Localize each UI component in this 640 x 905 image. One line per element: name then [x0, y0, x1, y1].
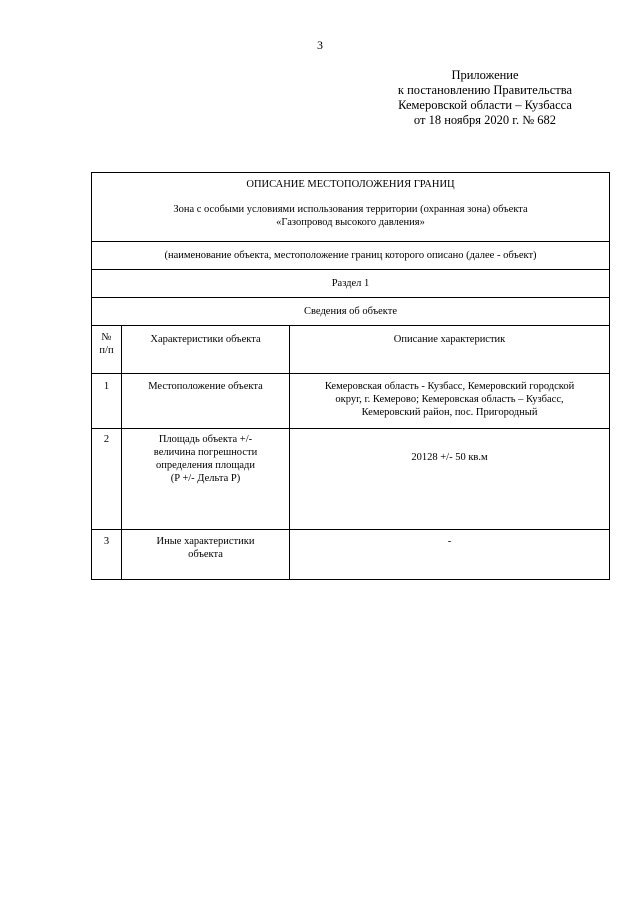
appendix-line-4: от 18 ноября 2020 г. № 682 [413, 113, 557, 127]
appendix-line-3: Кемеровской области – Кузбасса [398, 98, 572, 112]
row-characteristic [122, 429, 290, 530]
row-description [290, 530, 610, 580]
table-header-row [92, 326, 610, 374]
row-description [290, 374, 610, 429]
row-characteristic-line: Иные характеристики [156, 536, 255, 547]
zone-line-1: Зона с особыми условиями использования территории (охранная зона) объекта [173, 204, 528, 215]
row-description-line: 20128 +/- 50 кв.м [411, 452, 488, 463]
title-cell [92, 173, 610, 242]
page-number: 3 [317, 38, 323, 52]
row-characteristic-line: величина погрешности [153, 447, 258, 458]
header-description: Описание характеристик [290, 326, 610, 374]
row-characteristic-line: (P +/- Дельта P) [170, 473, 241, 484]
appendix-block [360, 68, 610, 128]
table-row [92, 429, 610, 530]
table-row [92, 530, 610, 580]
row-description-line: Кемеровская область - Кузбасс, Кемеровский городской [324, 381, 575, 392]
row-characteristic [122, 530, 290, 580]
object-name-note: (наименование объекта, местоположение границ которого описано (далее - объект) [92, 242, 610, 270]
row-description-line: Кемеровский район, пос. Пригородный [361, 407, 538, 418]
row-characteristic-line: Местоположение объекта [148, 381, 263, 392]
row-characteristic [122, 374, 290, 429]
header-num-line-2: п/п [99, 345, 114, 356]
header-characteristics: Характеристики объекта [122, 326, 290, 374]
row-description-line: - [447, 536, 452, 547]
row-characteristic-line: Площадь объекта +/- [158, 434, 253, 445]
row-characteristic-line: объекта [188, 549, 223, 560]
row-num: 1 [92, 374, 122, 429]
appendix-line-1: Приложение [451, 68, 519, 82]
header-num [92, 326, 122, 374]
row-description-line: округ, г. Кемерово; Кемеровская область – Кузбасс, [335, 394, 564, 405]
info-title: Сведения об объекте [92, 298, 610, 326]
header-num-line-1: № [101, 332, 112, 343]
row-num: 3 [92, 530, 122, 580]
section-title: Раздел 1 [92, 270, 610, 298]
table-row [92, 374, 610, 429]
appendix-line-2: к постановлению Правительства [397, 83, 573, 97]
boundary-description-table [91, 172, 610, 580]
zone-line-2: «Газопровод высокого давления» [276, 217, 425, 228]
row-num: 2 [92, 429, 122, 530]
row-description [290, 429, 610, 530]
document-title: ОПИСАНИЕ МЕСТОПОЛОЖЕНИЯ ГРАНИЦ [246, 179, 455, 190]
row-characteristic-line: определения площади [155, 460, 256, 471]
